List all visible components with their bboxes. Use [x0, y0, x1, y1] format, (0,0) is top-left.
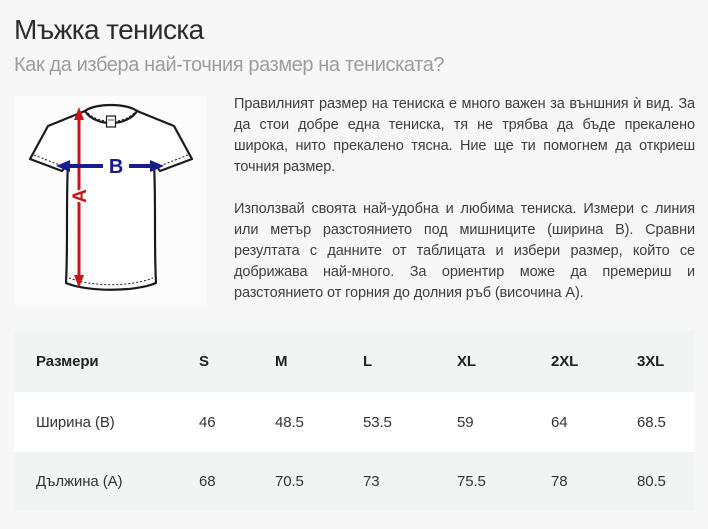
- length-value-xl: 75.5: [457, 473, 486, 490]
- row-label-length: Дължина (A): [36, 473, 123, 490]
- page-title: Мъжка тениска: [14, 14, 204, 45]
- row-label-width: Ширина (B): [36, 413, 115, 431]
- intro-paragraph-2: Използвай своята най-удобна и любима тениска. Измери с линия или метър разстоянието под мишниците (ширина B). Сравни резултата с данните от таблицата и избери размер, който се добрижава най-много. За ориентир може да премериш и разстоянието от горния до долния ръб (височина A).: [234, 201, 695, 301]
- length-value-2xl: 78: [551, 473, 568, 490]
- width-value-l: 53.5: [363, 413, 392, 431]
- page-subtitle: Как да избера най-точния размер на тениската?: [14, 54, 445, 76]
- width-value-xl: 59: [457, 413, 474, 431]
- diagram-label-b: B: [108, 156, 124, 178]
- diagram-label-a: A: [70, 189, 91, 203]
- table-row-width: [14, 392, 694, 452]
- length-value-l: 73: [363, 473, 380, 490]
- width-value-2xl: 64: [551, 413, 568, 431]
- width-value-s: 46: [199, 413, 216, 431]
- size-col-l: L: [363, 352, 373, 370]
- width-value-m: 48.5: [275, 413, 304, 431]
- size-col-m: M: [275, 352, 288, 370]
- tshirt-diagram-image: [15, 96, 207, 306]
- table-row-length: [14, 452, 694, 511]
- tshirt-measurement-diagram: [15, 96, 207, 306]
- length-value-s: 68: [199, 473, 216, 490]
- size-col-2xl: 2XL: [551, 352, 579, 370]
- size-col-3xl: 3XL: [637, 352, 665, 370]
- tshirt-outline: [30, 105, 192, 290]
- size-table: [14, 330, 694, 511]
- size-col-xl: XL: [457, 352, 476, 370]
- intro-paragraph-1: Правилният размер на тениска е много важен за външния ѝ вид. За да стои добре една тениска, тя не трябва да бъде прекалено широка, нито прекалено тясна. Ние ще ти помогнем да откриеш точния размер.: [234, 96, 695, 175]
- size-table-header-row: [14, 330, 694, 392]
- tshirt-tag: [107, 116, 116, 127]
- length-value-3xl: 80.5: [637, 473, 666, 490]
- length-value-m: 70.5: [275, 473, 304, 490]
- intro-text: [234, 94, 695, 304]
- size-table-header-label: Размери: [36, 352, 99, 370]
- width-value-3xl: 68.5: [637, 413, 666, 431]
- size-col-s: S: [199, 352, 209, 370]
